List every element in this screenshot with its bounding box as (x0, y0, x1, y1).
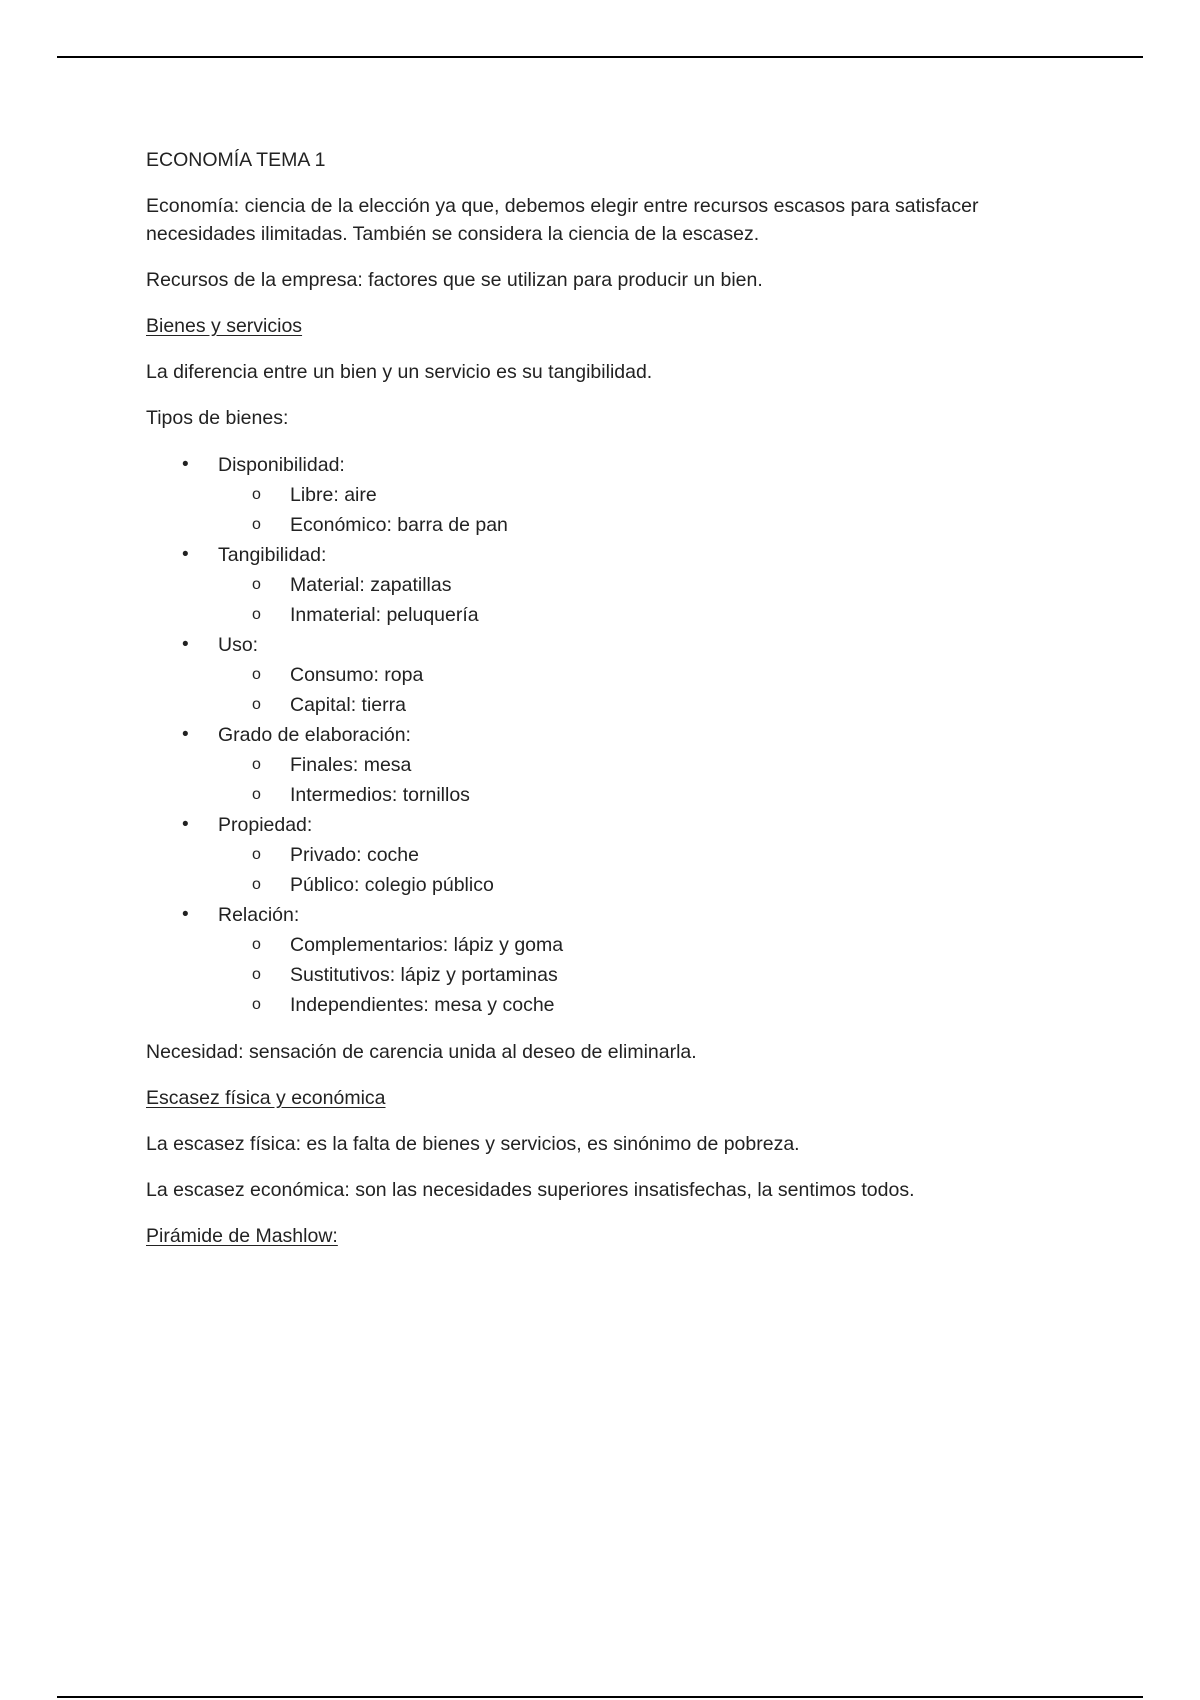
paragraph-economia-line1: Economía: ciencia de la elección ya que, debemos elegir entre recursos escasos para satisfacer (146, 195, 979, 217)
bullet-icon: • (182, 904, 189, 925)
list-item (146, 810, 1026, 900)
document-body (146, 146, 1026, 1268)
sub-list (218, 570, 1026, 630)
sub-bullet-icon: o (252, 696, 261, 713)
paragraph-diferencia: La diferencia entre un bien y un servicio es su tangibilidad. (146, 361, 653, 383)
sub-list-item-text: Intermedios: tornillos (290, 784, 470, 806)
sub-list (218, 840, 1026, 900)
bullet-icon: • (182, 454, 189, 475)
bullet-icon: • (182, 634, 189, 655)
sub-list-item-text: Libre: aire (290, 484, 377, 506)
list-item (146, 540, 1026, 630)
sub-list-item-text: Capital: tierra (290, 694, 406, 716)
sub-list-item (218, 600, 1026, 630)
sub-bullet-icon: o (252, 846, 261, 863)
sub-list-item-text: Consumo: ropa (290, 664, 424, 686)
sub-bullet-icon: o (252, 936, 261, 953)
sub-list-item-text: Público: colegio público (290, 874, 494, 896)
header-rule (57, 56, 1143, 58)
sub-list-item (218, 870, 1026, 900)
sub-list-item-text: Finales: mesa (290, 754, 412, 776)
sub-list (218, 930, 1026, 1020)
list-item (146, 450, 1026, 540)
sub-bullet-icon: o (252, 786, 261, 803)
bullet-icon: • (182, 724, 189, 745)
sub-bullet-icon: o (252, 606, 261, 623)
document-title: ECONOMÍA TEMA 1 (146, 149, 326, 171)
list-item (146, 900, 1026, 1020)
list-item-label: Tangibilidad: (218, 544, 327, 566)
sub-list (218, 750, 1026, 810)
sub-list-item-text: Independientes: mesa y coche (290, 994, 555, 1016)
sub-list-item (218, 480, 1026, 510)
sub-list-item-text: Inmaterial: peluquería (290, 604, 479, 626)
sub-list-item (218, 840, 1026, 870)
paragraph-recursos: Recursos de la empresa: factores que se utilizan para producir un bien. (146, 269, 763, 291)
sub-bullet-icon: o (252, 516, 261, 533)
sub-bullet-icon: o (252, 756, 261, 773)
sub-list-item-text: Privado: coche (290, 844, 419, 866)
heading-escasez: Escasez física y económica (146, 1087, 386, 1109)
sub-list-item-text: Material: zapatillas (290, 574, 452, 596)
list-item-label: Grado de elaboración: (218, 724, 411, 746)
sub-list-item (218, 930, 1026, 960)
paragraph-tipos-de-bienes: Tipos de bienes: (146, 407, 289, 429)
heading-piramide-de-mashlow: Pirámide de Mashlow: (146, 1225, 338, 1247)
tipos-de-bienes-list (146, 450, 1026, 1020)
sub-list (218, 480, 1026, 540)
sub-list-item (218, 990, 1026, 1020)
bullet-icon: • (182, 814, 189, 835)
paragraph-economia-line2: necesidades ilimitadas. También se considera la ciencia de la escasez. (146, 223, 760, 245)
sub-list-item-text: Económico: barra de pan (290, 514, 508, 536)
sub-list-item-text: Complementarios: lápiz y goma (290, 934, 564, 956)
bullet-icon: • (182, 544, 189, 565)
sub-bullet-icon: o (252, 996, 261, 1013)
list-item-label: Uso: (218, 634, 259, 656)
list-item (146, 630, 1026, 720)
sub-bullet-icon: o (252, 876, 261, 893)
sub-list-item (218, 750, 1026, 780)
list-item (146, 720, 1026, 810)
sub-list-item (218, 660, 1026, 690)
list-item-label: Disponibilidad: (218, 454, 345, 476)
sub-bullet-icon: o (252, 486, 261, 503)
paragraph-escasez-economica: La escasez económica: son las necesidades superiores insatisfechas, la sentimos todos. (146, 1179, 915, 1201)
sub-list-item (218, 510, 1026, 540)
footer-rule (57, 1696, 1143, 1698)
paragraph-economia (146, 192, 1026, 248)
sub-list-item (218, 780, 1026, 810)
paragraph-necesidad: Necesidad: sensación de carencia unida al deseo de eliminarla. (146, 1041, 697, 1063)
sub-list (218, 660, 1026, 720)
sub-bullet-icon: o (252, 666, 261, 683)
paragraph-escasez-fisica: La escasez física: es la falta de bienes y servicios, es sinónimo de pobreza. (146, 1133, 800, 1155)
sub-list-item (218, 960, 1026, 990)
sub-list-item-text: Sustitutivos: lápiz y portaminas (290, 964, 558, 986)
sub-bullet-icon: o (252, 576, 261, 593)
list-item-label: Relación: (218, 904, 300, 926)
sub-bullet-icon: o (252, 966, 261, 983)
sub-list-item (218, 570, 1026, 600)
list-item-label: Propiedad: (218, 814, 313, 836)
heading-bienes-y-servicios: Bienes y servicios (146, 315, 303, 337)
sub-list-item (218, 690, 1026, 720)
